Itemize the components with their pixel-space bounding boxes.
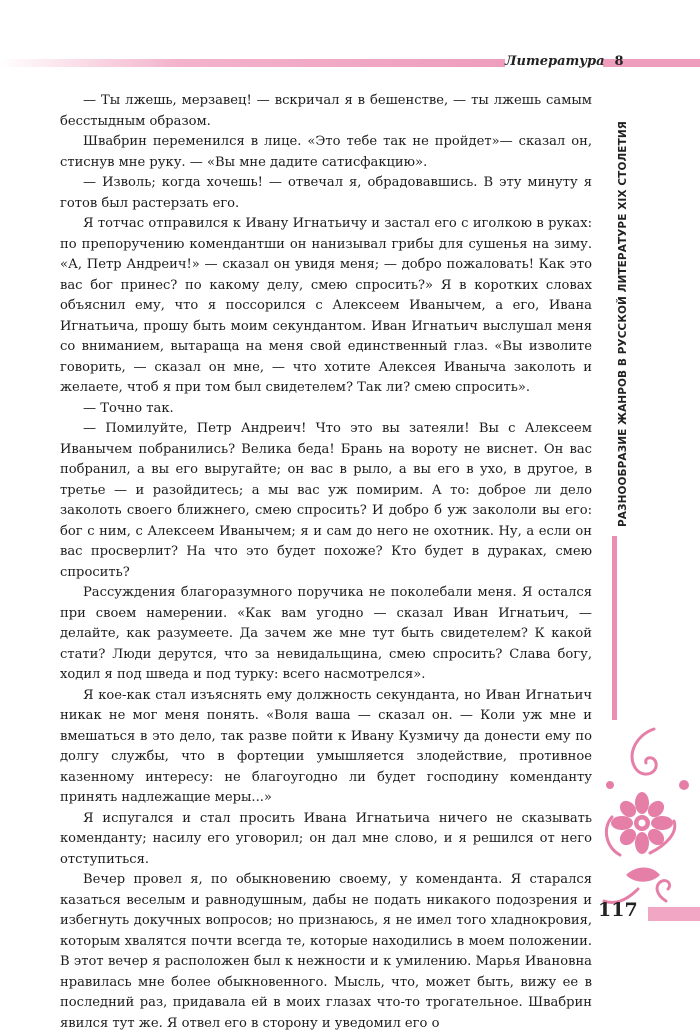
paragraph: Я кое-как стал изъяснять ему должность секунданта, но Иван Игнатьич никак не мог меня понять. «Воля ваша — сказал он. — Коли уж мне и вмешаться в это дело, так разве пойти к Ивану Кузмичу да донести ему по долгу службы, что в фортеции умышляется злодействие, противное казенному интересу: не благоугодно ли будет господину коменданту принять надлежащие меры...»: [60, 687, 592, 805]
header-grade: 8: [614, 54, 624, 69]
paragraph: — Ты лжешь, мерзавец! — вскричал я в бешенстве, — ты лжешь самым бесстыдным образом.: [60, 93, 592, 129]
paragraph: — Помилуйте, Петр Андреич! Что это вы затеяли! Вы с Алексеем Иванычем побранились? Велика беда! Брань на вороту не виснет. Он вас побранил, а вы его выругайте; он вас в рыло, а вы его в ухо, в другое, в третье — и разойдитесь; а мы вас уж помирим. А то: доброе ли дело заколоть своего ближнего, смею спросить? И добро б уж закололи вы его: бог с ним, с Алексеем Иванычем; я и сам до него не охотник. Ну, а если он вас просверлит? На что это будет похоже? Кто будет в дураках, смею спросить?: [60, 421, 592, 580]
section-side-title-text: РАЗНООБРАЗИЕ ЖАНРОВ В РУССКОЙ ЛИТЕРАТУРЕ XIX СТОЛЕТИЯ: [617, 121, 629, 527]
page-number: 117: [598, 899, 638, 921]
header-accent-bar: [0, 59, 505, 67]
paragraph: Рассуждения благоразумного поручика не поколебали меня. Я остался при своем намерении. «Как вам угодно — сказал Иван Игнатьич, — делайте, как разумеете. Да зачем же мне тут быть свидетелем? К какой стати? Люди дерутся, что за невидальщина, смею спросить? Слава богу, ходил я под шведа и под турку: всего насмотрелся».: [60, 585, 592, 682]
page-number-accent-bar: [648, 907, 700, 921]
header-subject: Литература: [505, 54, 605, 69]
paragraph: Я тотчас отправился к Ивану Игнатьичу и застал его с иголкою в руках: по препоручению комендантши он нанизывал грибы для сушенья на зиму. «А, Петр Андреич!» — сказал он увидя меня; — добро пожаловать! Как это вас бог принес? по какому делу, смею спросить?» Я в коротких словах объяснил ему, что я поссорился с Алексеем Иванычем, а его, Ивана Игнатьича, прошу быть моим секундантом. Иван Игнатьич выслушал меня со вниманием, вытараща на меня свой единственный глаз. «Вы изволите говорить, — сказал он мне, — что хотите Алексея Иваныча заколоть и желаете, чтоб я при том был свидетелем? Так ли? смею спросить».: [60, 216, 592, 395]
floral-ornament-icon: [596, 725, 700, 915]
side-accent-bar: [612, 536, 617, 720]
main-text: [60, 91, 592, 1034]
paragraph: Швабрин переменился в лице. «Это тебе так не пройдет»— сказал он, стиснув мне руку. — «Вы мне дадите сатисфакцию».: [60, 134, 592, 170]
paragraph: — Точно так.: [83, 400, 174, 416]
paragraph: — Изволь; когда хочешь! — отвечал я, обрадовавшись. В эту минуту я готов был растерзать его.: [60, 175, 592, 211]
paragraph: Вечер провел я, по обыкновению своему, у коменданта. Я старался казаться веселым и равнодушным, дабы не подать никакого подозрения и избегнуть докучных вопросов; но признаюсь, я не имел того хладнокровия, которым хвалятся почти всегда те, которые находились в моем положении. В этот вечер я расположен был к нежности и к умилению. Марья Ивановна нравилась мне более обыкновенного. Мысль, что, может быть, вижу ее в последний раз, придавала ей в моих глазах что-то трогательное. Швабрин явился тут же. Я отвел его в сторону и уведомил его о: [60, 872, 592, 1031]
paragraph: Я испугался и стал просить Ивана Игнатьича ничего не сказывать коменданту; насилу его уговорил; он дал мне слово, и я решился от него отступиться.: [60, 810, 592, 867]
running-header: [505, 54, 624, 72]
